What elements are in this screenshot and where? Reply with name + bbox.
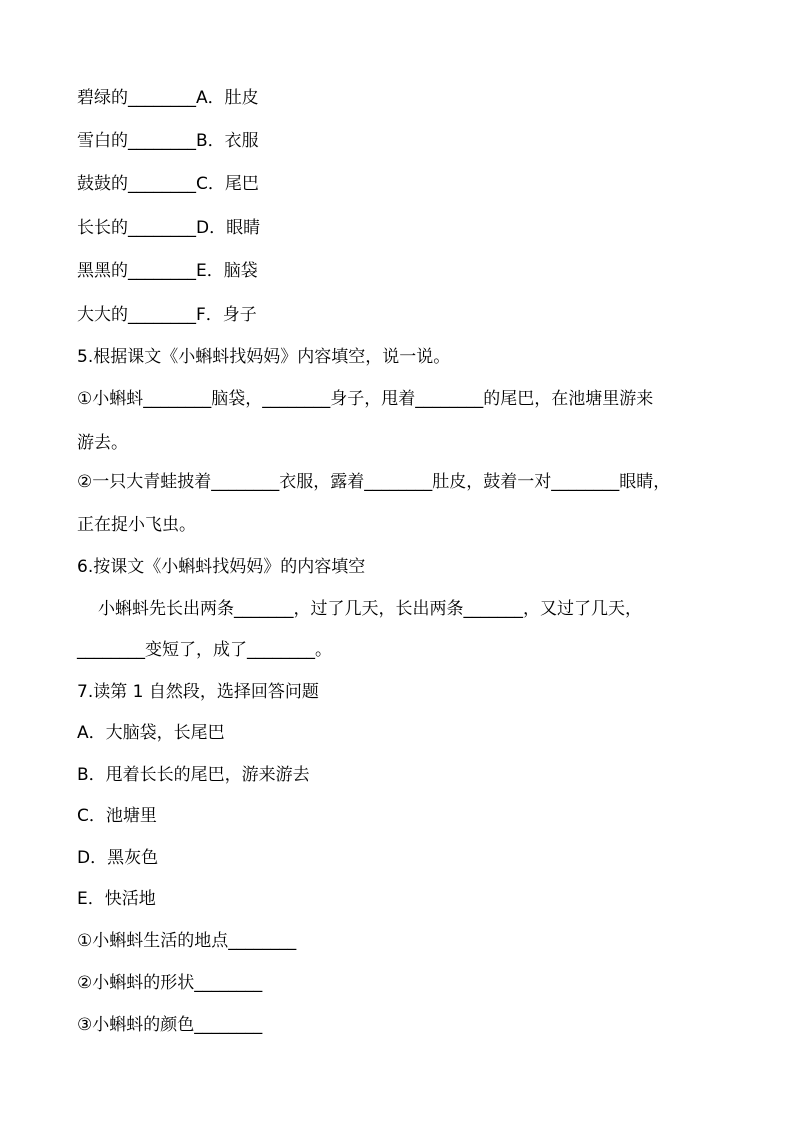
q7-option-c: C．池塘里: [77, 806, 157, 826]
q6-title: 6.按课文《小蝌蚪找妈妈》的内容填空: [77, 557, 366, 577]
q5-title: 5.根据课文《小蝌蚪找妈妈》内容填空，说一说。: [77, 347, 451, 367]
q7-question-3: ③小蝌蚪的颜色________: [77, 1015, 263, 1035]
q6-line2: ________变短了，成了________。: [77, 640, 332, 660]
q7-title: 7.读第 1 自然段，选择回答问题: [77, 682, 319, 702]
q7-option-b: B．甩着长长的尾巴，游来游去: [77, 765, 310, 785]
q5-item1-line1: ①小蝌蚪________脑袋，________身子，甩着________的尾巴，在池塘里游来: [77, 389, 654, 409]
matching-item-6: 大大的________F．身子: [77, 305, 257, 325]
q5-item2-line1: ②一只大青蛙披着________衣服，露着________肚皮，鼓着一对________眼睛，: [77, 472, 671, 492]
matching-item-5: 黑黑的________E．脑袋: [77, 261, 258, 281]
q5-item2-line2: 正在捉小飞虫。: [77, 515, 196, 535]
matching-item-1: 碧绿的________A．肚皮: [77, 88, 259, 108]
matching-item-2: 雪白的________B．衣服: [77, 131, 259, 151]
q7-question-2: ②小蝌蚪的形状________: [77, 973, 263, 993]
matching-item-3: 鼓鼓的________C．尾巴: [77, 174, 259, 194]
q5-item1-line2: 游去。: [77, 433, 128, 453]
q6-line1: 小蝌蚪先长出两条_______，过了几天，长出两条_______，又过了几天，: [98, 599, 642, 619]
q7-question-1: ①小蝌蚪生活的地点________: [77, 931, 297, 951]
matching-item-4: 长长的________D．眼睛: [77, 218, 261, 238]
q7-option-d: D．黑灰色: [77, 848, 159, 868]
q7-option-e: E．快活地: [77, 889, 156, 909]
q7-option-a: A．大脑袋，长尾巴: [77, 723, 225, 743]
